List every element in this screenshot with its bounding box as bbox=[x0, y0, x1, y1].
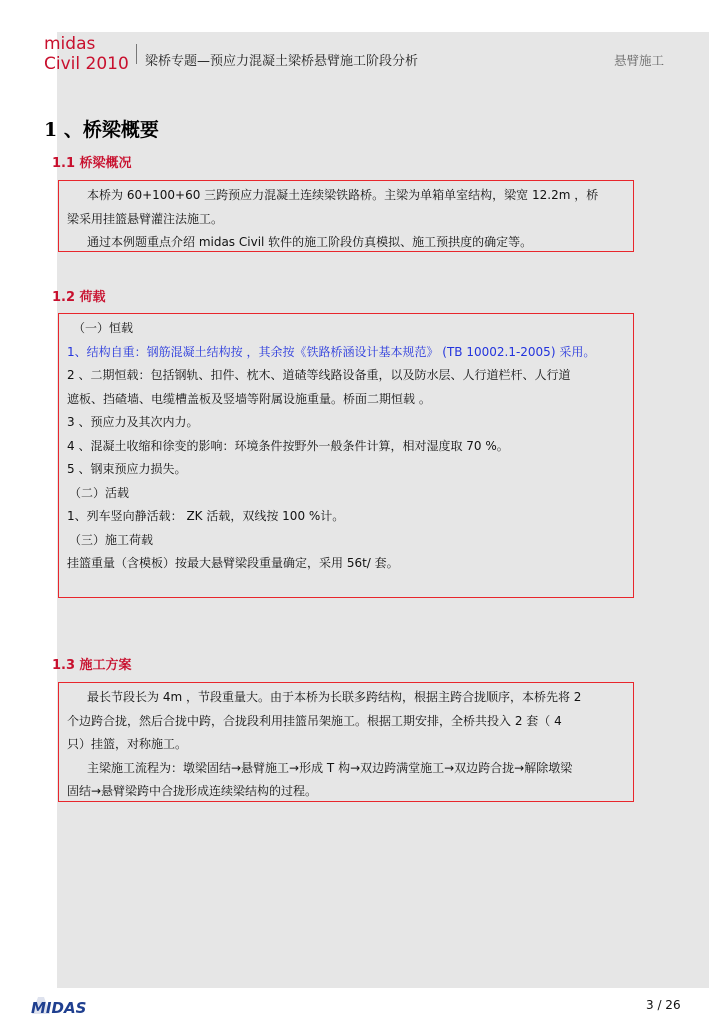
paragraph-line: 本桥为 60+100+60 三跨预应力混凝土连续梁铁路桥。主梁为单箱单室结构，梁宽 12.2m ，桥 bbox=[87, 188, 599, 202]
header-divider bbox=[136, 44, 137, 64]
paragraph-line: 通过本例题重点介绍 midas Civil 软件的施工阶段仿真模拟、施工预拱度的确定等。 bbox=[87, 235, 533, 249]
paragraph-line: 固结→悬臂梁跨中合拢形成连续梁结构的过程。 bbox=[67, 784, 318, 798]
subsection-heading-1-3: 1.3 施工方案 bbox=[52, 658, 132, 673]
logo-text: MIDAS bbox=[31, 999, 87, 1017]
paragraph-line: 最长节段长为 4m ，节段重量大。由于本桥为长联多跨结构，根据主跨合拢顺序，本桥先将 2 bbox=[87, 690, 582, 704]
construction-plan-box bbox=[58, 682, 634, 802]
paragraph-line: 梁采用挂篮悬臂灌注法施工。 bbox=[67, 211, 224, 226]
paragraph-line: （三）施工荷载 bbox=[69, 532, 154, 547]
paragraph-line: 个边跨合拢，然后合拢中跨，合拢段利用挂篮吊架施工。根据工期安排，全桥共投入 2 套（ 4 bbox=[67, 713, 562, 728]
subsection-heading-1-1: 1.1 桥梁概况 bbox=[52, 156, 132, 171]
paragraph-line: 遮板、挡碴墙、电缆槽盖板及竖墙等附属设施重量。桥面二期恒载 。 bbox=[67, 391, 431, 406]
paragraph-line: 只）挂篮，对称施工。 bbox=[67, 737, 188, 751]
midas-logo bbox=[30, 994, 88, 1018]
section-heading: 1 、桥梁概要 bbox=[44, 119, 159, 141]
paragraph-line: 5 、钢束预应力损失。 bbox=[67, 462, 187, 476]
paragraph-line: （二）活载 bbox=[69, 485, 130, 500]
paragraph-line: 3 、预应力及其次内力。 bbox=[67, 415, 199, 429]
brand-line2: Civil 2010 bbox=[44, 54, 129, 74]
page-number: 3 / 26 bbox=[646, 998, 681, 1012]
bridge-overview-box bbox=[58, 180, 634, 252]
paragraph-line: 2 、二期恒载：包括钢轨、扣件、枕木、道碴等线路设备重，以及防水层、人行道栏杆、人行道 bbox=[67, 368, 571, 382]
subsection-heading-1-2: 1.2 荷载 bbox=[52, 290, 106, 305]
chapter-label: 悬臂施工 bbox=[614, 53, 665, 68]
midas-civil-brand bbox=[44, 34, 129, 74]
paragraph-line-highlight: 1、结构自重：钢筋混凝土结构按 ，其余按《铁路桥涵设计基本规范》 (TB 10002.1-2005) 采用。 bbox=[67, 344, 596, 359]
document-title: 梁桥专题—预应力混凝土梁桥悬臂施工阶段分析 bbox=[145, 54, 419, 69]
paragraph-line: 4 、混凝土收缩和徐变的影响：环境条件按野外一般条件计算，相对湿度取 70 %。 bbox=[67, 438, 509, 453]
loads-box bbox=[58, 313, 634, 598]
paragraph-line: 挂篮重量（含模板）按最大悬臂梁段重量确定，采用 56t/ 套。 bbox=[67, 556, 399, 570]
paragraph-line: （一）恒载 bbox=[73, 321, 134, 335]
paragraph-line: 主梁施工流程为：墩梁固结→悬臂施工→形成 T 构→双边跨满堂施工→双边跨合拢→解除墩梁 bbox=[87, 760, 573, 775]
brand-line1: midas bbox=[44, 34, 96, 54]
paragraph-line: 1、列车竖向静活载： ZK 活载，双线按 100 %计。 bbox=[67, 509, 345, 523]
